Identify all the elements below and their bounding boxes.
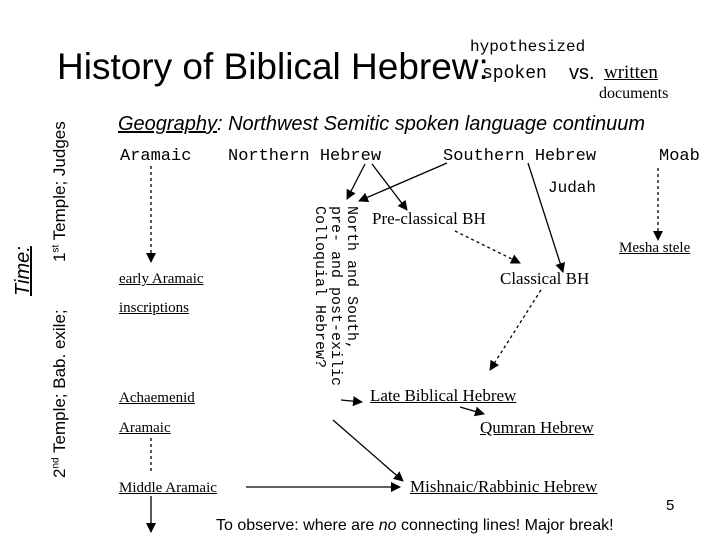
arrow-southern-to-colloquial	[359, 163, 447, 201]
arrow-colloquial-to-late	[341, 400, 362, 402]
colloquial-line-3: Colloquial Hebrew?	[311, 206, 328, 369]
geography-line	[118, 113, 645, 136]
arrow-preclassical-to-classical	[455, 231, 520, 263]
arrow-northern-to-preclassical	[372, 164, 407, 210]
footer-emphasis: no	[378, 517, 397, 534]
aramaic-early: early Aramaic	[119, 271, 204, 287]
aramaic-middle: Middle Aramaic	[119, 480, 217, 496]
vs-label: vs.	[569, 62, 595, 84]
judah-label: Judah	[548, 179, 597, 197]
lang-southern-hebrew: Southern Hebrew	[443, 147, 597, 166]
hypothesized-label: hypothesized	[470, 38, 586, 56]
arrow-late-to-qumran	[460, 407, 484, 414]
aramaic-inscriptions: inscriptions	[119, 300, 189, 316]
stage-late-biblical: Late Biblical Hebrew	[370, 386, 517, 405]
stage-mesha-stele: Mesha stele	[619, 240, 691, 256]
arrow-classical-to-late	[490, 290, 541, 370]
slide-title: History of Biblical Hebrew:	[57, 46, 489, 87]
spoken-label: spoken	[482, 64, 547, 84]
time-period-second-temple: 2nd Temple; Bab. exile;	[50, 309, 69, 478]
lang-northern-hebrew: Northern Hebrew	[228, 147, 382, 166]
geography-label: Geography	[118, 113, 217, 135]
colloquial-hebrew-note	[311, 206, 359, 386]
documents-label: documents	[599, 85, 669, 102]
geography-description: : Northwest Semitic spoken language continuum	[216, 113, 645, 135]
colloquial-line-1: North and South,	[343, 206, 360, 351]
lang-moab: Moab	[659, 147, 700, 166]
arrow-colloquial-to-mishnaic	[333, 420, 403, 481]
stage-qumran: Qumran Hebrew	[480, 418, 594, 437]
page-number: 5	[666, 497, 675, 514]
stage-pre-classical: Pre-classical BH	[372, 209, 486, 228]
aramaic-achaemenid: Achaemenid	[119, 390, 195, 406]
written-label: written	[604, 62, 658, 83]
stage-mishnaic: Mishnaic/Rabbinic Hebrew	[410, 477, 598, 496]
time-axis-label: Time:	[12, 246, 34, 296]
aramaic-aramaic: Aramaic	[119, 420, 171, 436]
lang-aramaic: Aramaic	[120, 147, 192, 166]
footer-note: To observe: where are no connecting lines! Major break!	[216, 517, 614, 534]
arrow-northern-to-colloquial	[347, 164, 365, 199]
time-period-first-temple: 1st Temple; Judges	[50, 121, 69, 262]
stage-classical: Classical BH	[500, 269, 590, 288]
colloquial-line-2: pre- and post-exilic	[327, 206, 344, 387]
